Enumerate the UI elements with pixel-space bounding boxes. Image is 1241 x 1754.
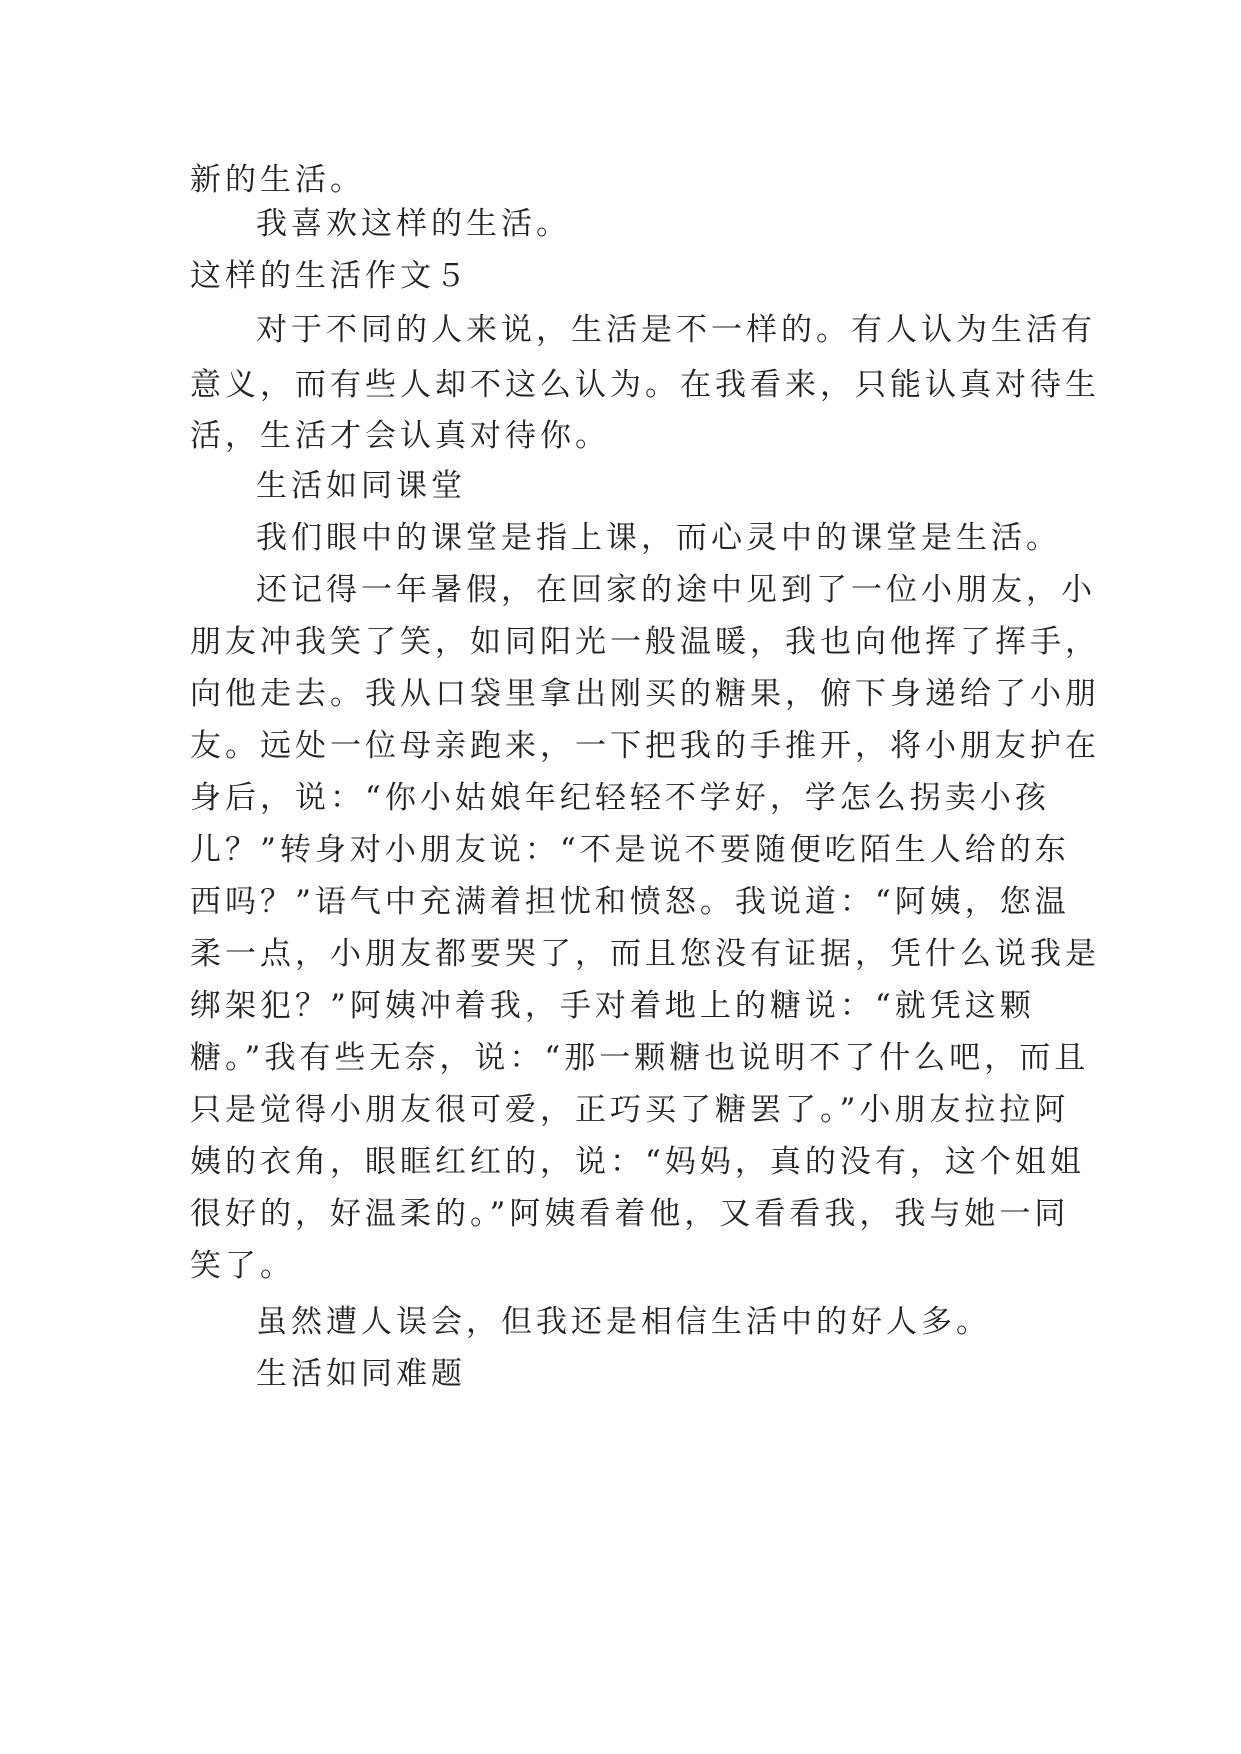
text-line: 对于不同的人来说，生活是不一样的。有人认为生活有 bbox=[256, 312, 1096, 348]
subheading: 生活如同难题 bbox=[256, 1356, 466, 1392]
text-line: 向他走去。我从口袋里拿出刚买的糖果，俯下身递给了小朋 bbox=[190, 676, 1100, 712]
section-heading: 这样的生活作文５ bbox=[190, 258, 470, 294]
text-line: 朋友冲我笑了笑，如同阳光一般温暖，我也向他挥了挥手， bbox=[190, 624, 1100, 660]
text-line: 友。远处一位母亲跑来，一下把我的手推开，将小朋友护在 bbox=[190, 728, 1100, 764]
text-line: 新的生活。 bbox=[190, 162, 365, 198]
subheading: 生活如同课堂 bbox=[256, 468, 466, 504]
text-line: 还记得一年暑假，在回家的途中见到了一位小朋友，小 bbox=[256, 572, 1096, 608]
text-line: 活，生活才会认真对待你。 bbox=[190, 418, 610, 454]
text-line: 我喜欢这样的生活。 bbox=[256, 206, 571, 242]
text-line: 糖。”我有些无奈，说：“那一颗糖也说明不了什么吧，而且 bbox=[190, 1040, 1090, 1076]
text-line: 绑架犯？”阿姨冲着我，手对着地上的糖说：“就凭这颗 bbox=[190, 988, 1035, 1024]
text-line: 儿？”转身对小朋友说：“不是说不要随便吃陌生人给的东 bbox=[190, 832, 1070, 868]
text-line: 我们眼中的课堂是指上课，而心灵中的课堂是生活。 bbox=[256, 520, 1061, 556]
text-line: 柔一点，小朋友都要哭了，而且您没有证据，凭什么说我是 bbox=[190, 936, 1100, 972]
text-line: 西吗？”语气中充满着担忧和愤怒。我说道：“阿姨，您温 bbox=[190, 884, 1070, 920]
text-line: 身后，说：“你小姑娘年纪轻轻不学好，学怎么拐卖小孩 bbox=[190, 780, 1050, 816]
text-line: 姨的衣角，眼眶红红的，说：“妈妈，真的没有，这个姐姐 bbox=[190, 1144, 1085, 1180]
text-line: 很好的，好温柔的。”阿姨看着他，又看看我，我与她一同 bbox=[190, 1196, 1070, 1232]
text-line: 意义，而有些人却不这么认为。在我看来，只能认真对待生 bbox=[190, 367, 1100, 403]
text-line: 笑了。 bbox=[190, 1248, 295, 1284]
text-line: 只是觉得小朋友很可爱，正巧买了糖罢了。”小朋友拉拉阿 bbox=[190, 1092, 1070, 1128]
text-line: 虽然遭人误会，但我还是相信生活中的好人多。 bbox=[256, 1304, 991, 1340]
